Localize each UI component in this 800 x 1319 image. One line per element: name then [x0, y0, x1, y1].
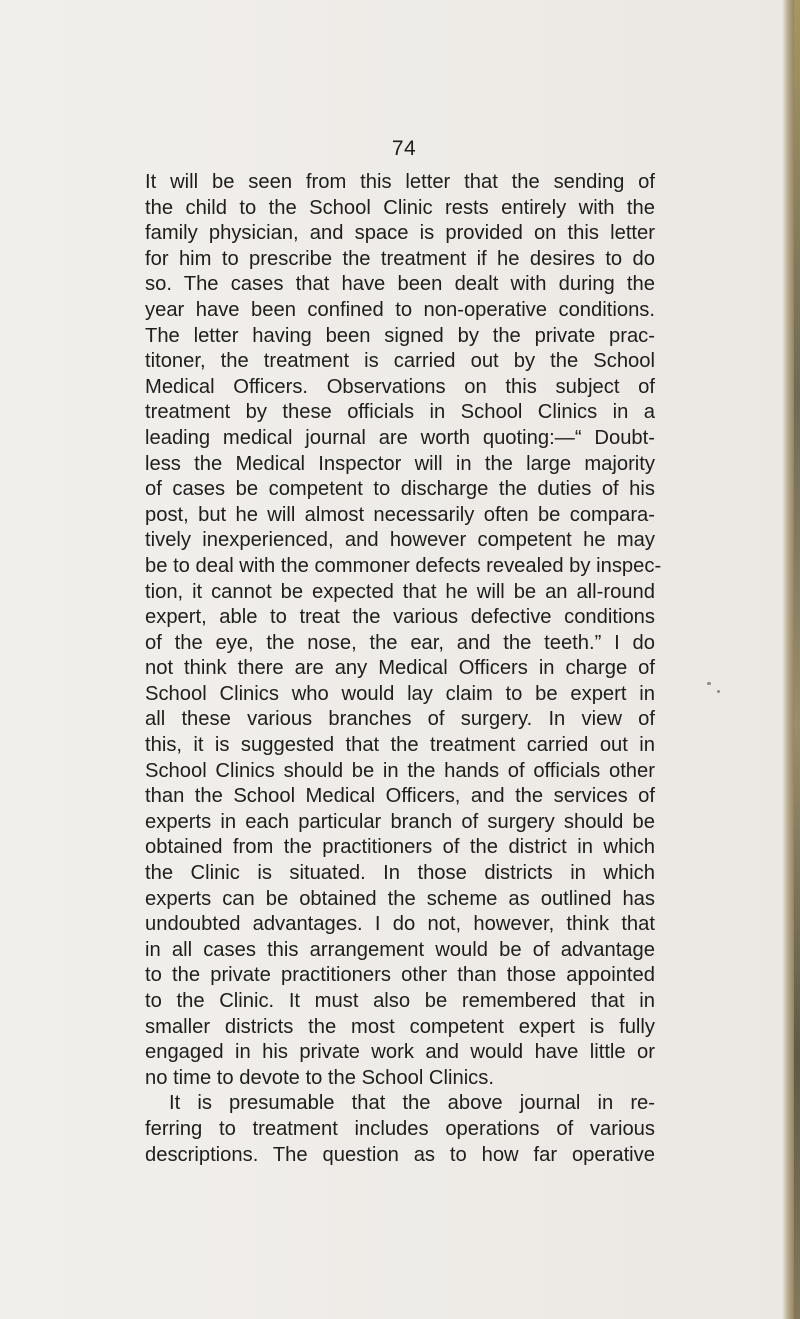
paper-speck — [717, 690, 720, 693]
text-line: It is presumable that the above journal in re- — [169, 1092, 655, 1115]
text-line: descriptions. The question as to how far operative — [145, 1143, 655, 1166]
text-line: year have been confined to non-operative conditions. — [145, 298, 655, 321]
text-line: all these various branches of surgery. In view of — [145, 708, 655, 731]
page-number: 74 — [391, 137, 417, 160]
text-line: of cases be competent to discharge the duties of his — [145, 478, 655, 501]
text-line: post, but he will almost necessarily often be compara- — [145, 503, 655, 526]
text-line: the child to the School Clinic rests entirely with the — [145, 196, 655, 219]
text-line: less the Medical Inspector will in the large majority — [145, 452, 655, 475]
text-line: titoner, the treatment is carried out by the School — [145, 350, 655, 373]
text-line: tion, it cannot be expected that he will be an all-round — [145, 580, 655, 603]
text-line: to the Clinic. It must also be remembered that in — [145, 990, 655, 1012]
text-line: experts can be obtained the scheme as outlined has — [145, 887, 655, 910]
text-line: be to deal with the commoner defects revealed by inspec- — [145, 554, 662, 577]
text-line: tively inexperienced, and however competent he may — [145, 529, 655, 552]
paper-speck — [707, 682, 711, 685]
text-line: for him to prescribe the treatment if he desires to do — [145, 247, 655, 270]
text-line: the Clinic is situated. In those districts in which — [145, 862, 655, 885]
text-line: than the School Medical Officers, and the services of — [145, 785, 655, 808]
text-line: of the eye, the nose, the ear, and the teeth.” I do — [145, 631, 655, 654]
text-line: ferring to treatment includes operations of various — [145, 1117, 655, 1140]
text-line: obtained from the practitioners of the district in which — [145, 836, 655, 859]
text-line: undoubted advantages. I do not, however, think that — [145, 913, 655, 936]
text-line: Medical Officers. Observations on this subject of — [145, 375, 655, 398]
text-line: to the private practitioners other than those appointed — [145, 964, 655, 987]
text-line: School Clinics should be in the hands of officials other — [145, 759, 655, 782]
text-line: treatment by these officials in School Clinics in a — [145, 401, 655, 424]
text-line: in all cases this arrangement would be of advantage — [145, 938, 655, 961]
page-edge-shadow — [782, 0, 800, 1319]
text-line: no time to devote to the School Clinics. — [145, 1066, 494, 1089]
text-line: not think there are any Medical Officers in charge of — [145, 657, 655, 680]
text-line: smaller districts the most competent expert is fully — [145, 1015, 655, 1038]
text-line: School Clinics who would lay claim to be expert in — [145, 682, 655, 705]
text-line: engaged in his private work and would have little or — [145, 1041, 655, 1064]
body-text — [145, 170, 662, 1168]
text-line: The letter having been signed by the private prac- — [145, 324, 655, 347]
text-line: so. The cases that have been dealt with during the — [145, 273, 655, 296]
text-line: It will be seen from this letter that the sending of — [145, 171, 655, 193]
text-line: this, it is suggested that the treatment carried out in — [145, 734, 655, 757]
text-line: experts in each particular branch of surgery should be — [145, 810, 655, 833]
text-line: leading medical journal are worth quoting:—“ Doubt- — [145, 426, 655, 449]
text-line: expert, able to treat the various defective conditions — [145, 606, 655, 629]
text-line: family physician, and space is provided on this letter — [145, 222, 655, 245]
